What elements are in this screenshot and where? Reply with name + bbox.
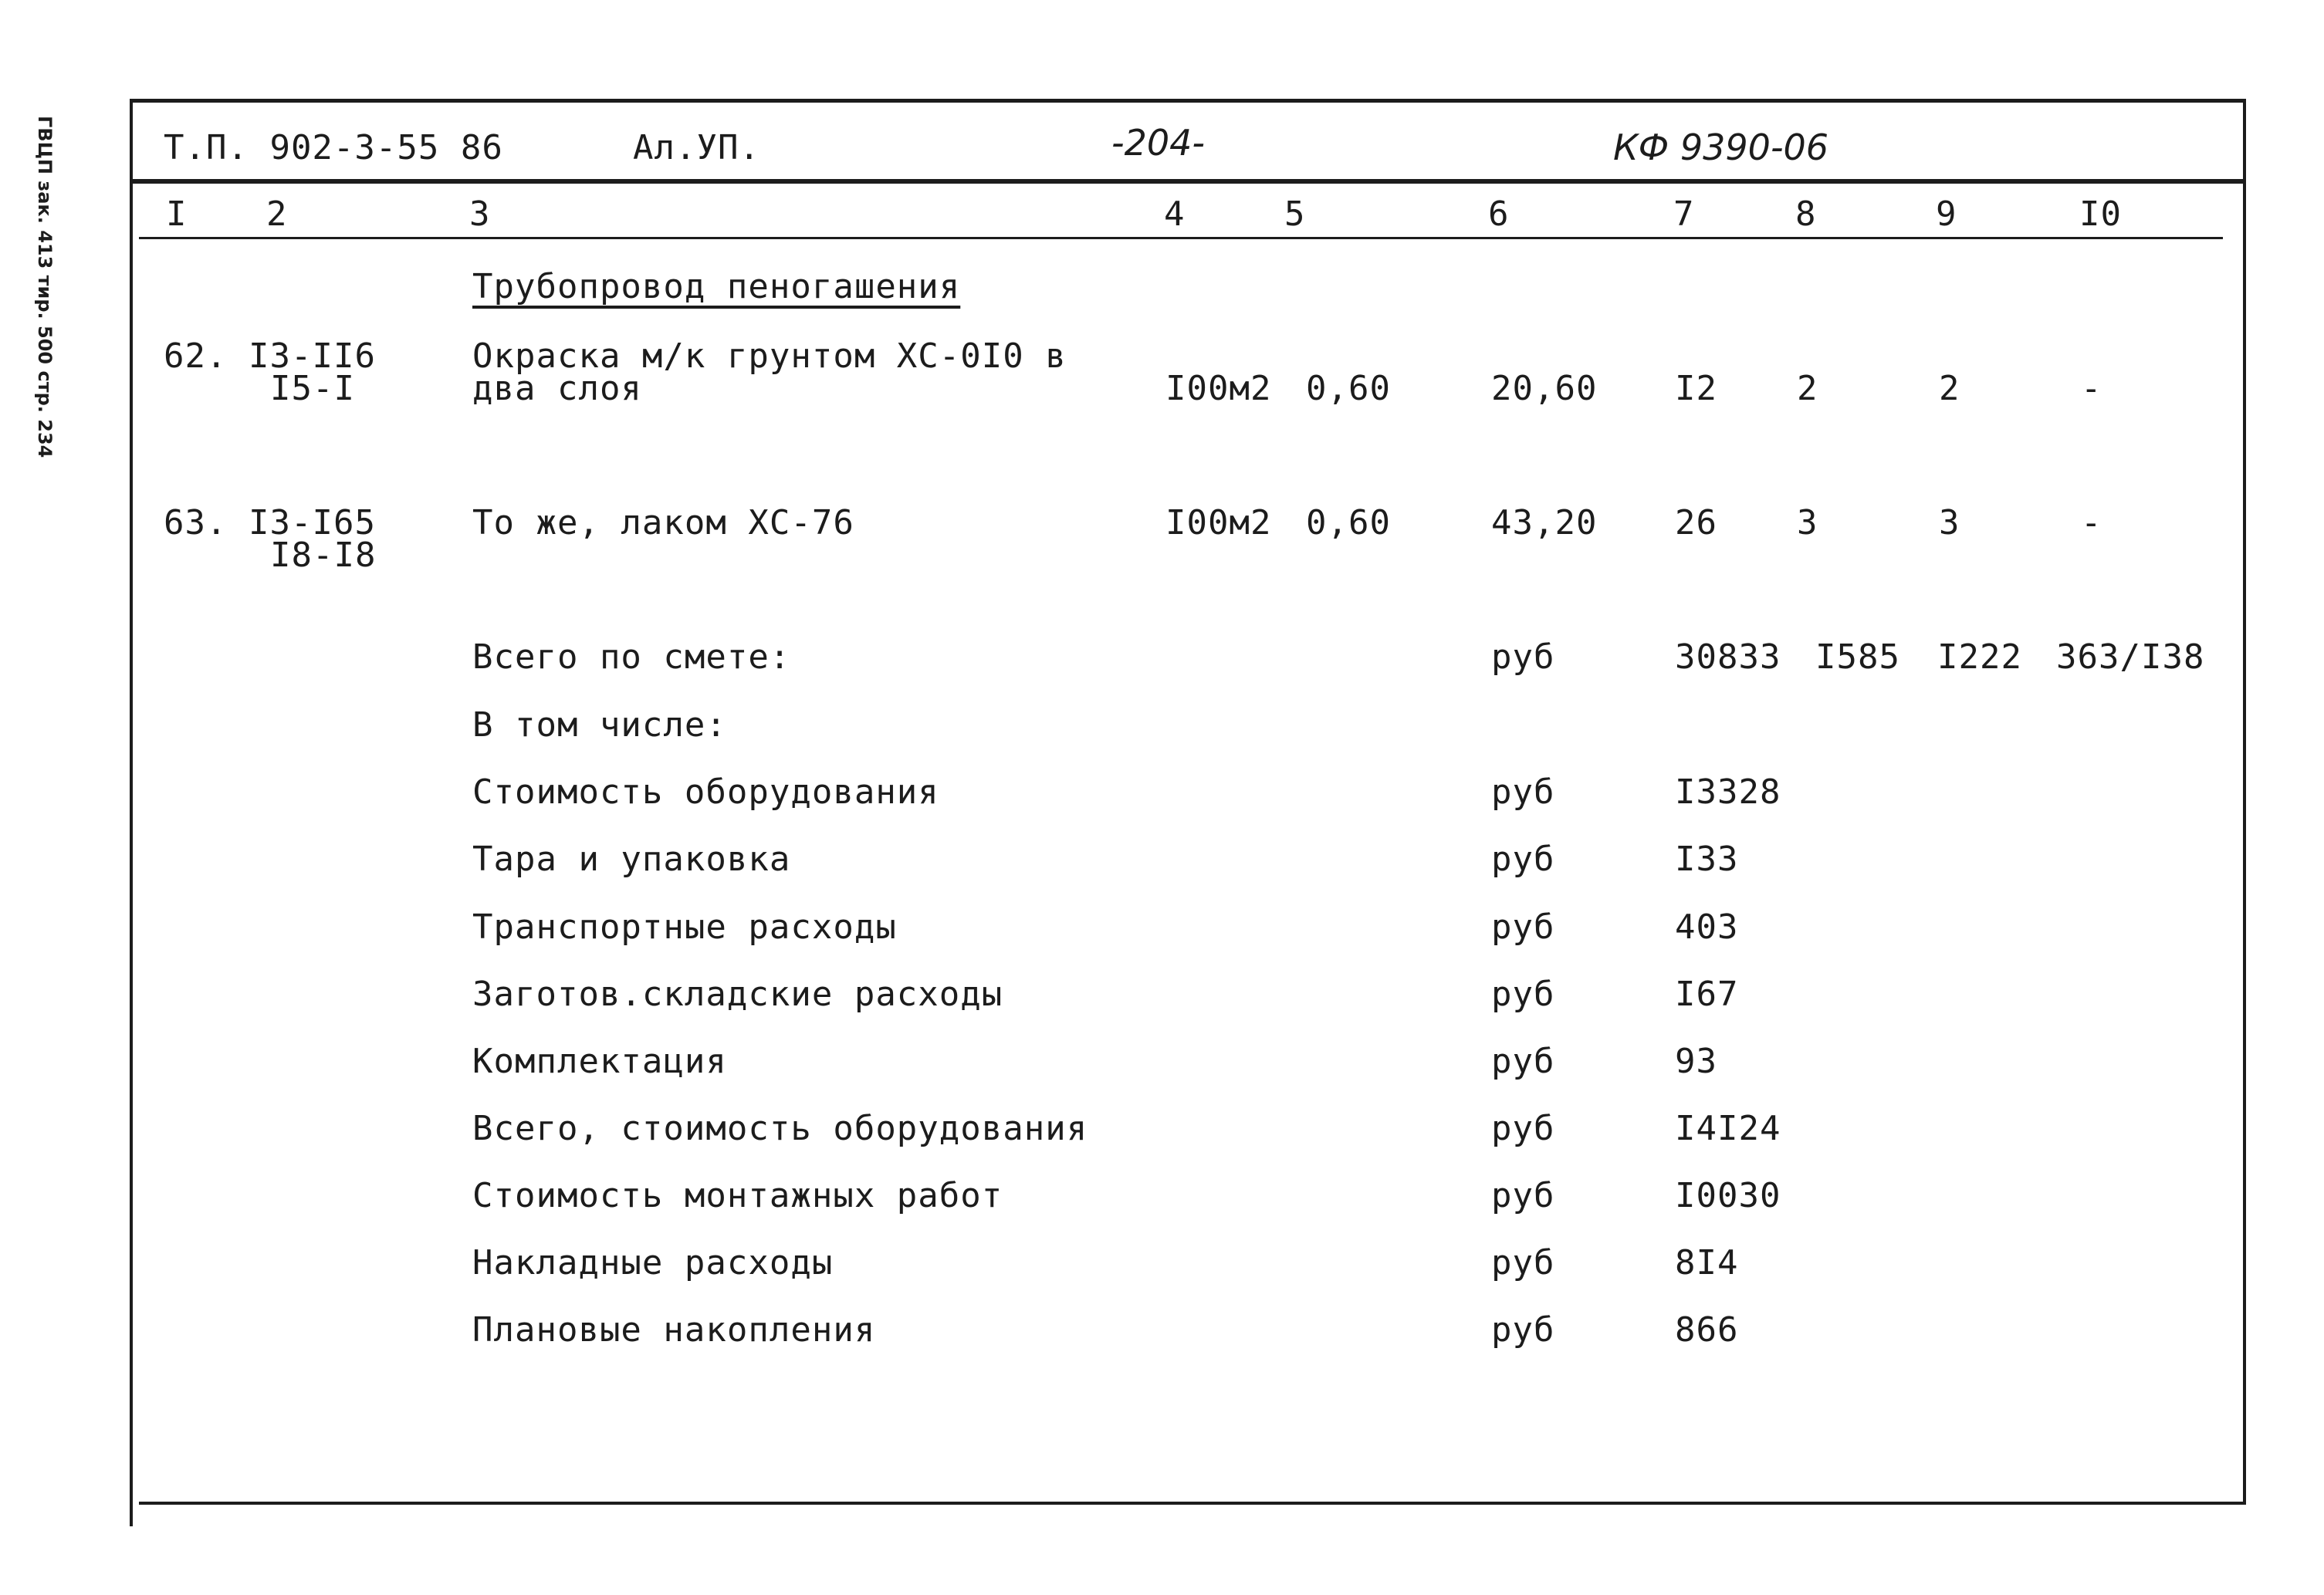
totals-label: Всего по смете: <box>472 637 791 677</box>
rate-code: I5-I <box>270 369 355 408</box>
summary-value: I3328 <box>1675 772 1781 812</box>
summary-unit: руб <box>1491 840 1555 879</box>
column-number: 5 <box>1284 194 1306 234</box>
summary-label: Накладные расходы <box>472 1243 834 1282</box>
summary-unit: руб <box>1491 1243 1555 1282</box>
unit-price: 20,60 <box>1491 369 1598 408</box>
rate-code: I3-II6 <box>249 336 376 376</box>
row-number: 63. <box>164 503 228 542</box>
rate-code: I3-I65 <box>249 503 376 542</box>
quantity: 0,60 <box>1306 369 1391 408</box>
summary-label: Стоимость оборудования <box>472 772 939 812</box>
quantity: 0,60 <box>1306 503 1391 542</box>
album-label: Ал.УП. <box>633 128 760 167</box>
column-number: 9 <box>1936 194 1957 234</box>
summary-label: Всего, стоимость оборудования <box>472 1109 1088 1148</box>
column-number: 8 <box>1795 194 1817 234</box>
cost-col10: - <box>2081 369 2102 408</box>
unit: I00м2 <box>1165 503 1272 542</box>
column-number: I <box>166 194 188 234</box>
summary-value: 93 <box>1675 1042 1717 1081</box>
summary-value: I4I24 <box>1675 1109 1781 1148</box>
project-number: Т.П. 902-3-55 86 <box>164 128 503 167</box>
summary-value: I33 <box>1675 840 1739 879</box>
margin-stamp: ГВЦП зак. 413 тир. 500 стр. 234 <box>34 116 56 458</box>
totals-col9: I222 <box>1937 637 2022 677</box>
column-number: 6 <box>1488 194 1510 234</box>
unit-price: 43,20 <box>1491 503 1598 542</box>
page-number: -204- <box>1111 122 1205 164</box>
summary-value: 8I4 <box>1675 1243 1739 1282</box>
cost-col8: 2 <box>1797 369 1818 408</box>
cost-col9: 2 <box>1939 369 1960 408</box>
work-description: Окраска м/к грунтом ХС-0I0 в <box>472 336 1067 376</box>
cost-col7: I2 <box>1675 369 1717 408</box>
totals-unit: руб <box>1491 637 1555 677</box>
summary-unit: руб <box>1491 1042 1555 1081</box>
summary-value: I67 <box>1675 975 1739 1014</box>
column-number: I0 <box>2079 194 2122 234</box>
cost-col7: 26 <box>1675 503 1717 542</box>
summary-unit: руб <box>1491 1176 1555 1215</box>
column-number: 7 <box>1673 194 1695 234</box>
summary-label: Заготов.складские расходы <box>472 975 1003 1014</box>
summary-value: 866 <box>1675 1310 1739 1350</box>
summary-label: Транспортные расходы <box>472 907 897 947</box>
summary-unit: руб <box>1491 907 1555 947</box>
work-description: То же, лаком ХС-76 <box>472 503 854 542</box>
cost-col8: 3 <box>1797 503 1818 542</box>
document-code: КФ 9390-06 <box>1613 127 1829 168</box>
summary-label: Комплектация <box>472 1042 727 1081</box>
rate-code: I8-I8 <box>270 536 377 575</box>
summary-value: I0030 <box>1675 1176 1781 1215</box>
summary-value: 403 <box>1675 907 1739 947</box>
summary-unit: руб <box>1491 1310 1555 1350</box>
cost-col10: - <box>2081 503 2102 542</box>
summary-label: Плановые накопления <box>472 1310 876 1350</box>
totals-col8: I585 <box>1815 637 1900 677</box>
row-number: 62. <box>164 336 228 376</box>
summary-label: Стоимость монтажных работ <box>472 1176 1003 1215</box>
summary-unit: руб <box>1491 975 1555 1014</box>
column-number: 3 <box>469 194 491 234</box>
totals-col7: 30833 <box>1675 637 1781 677</box>
summary-unit: руб <box>1491 772 1555 812</box>
including-label: В том числе: <box>472 705 727 745</box>
summary-label: Тара и упаковка <box>472 840 791 879</box>
summary-unit: руб <box>1491 1109 1555 1148</box>
totals-col10: 363/I38 <box>2056 637 2205 677</box>
column-number: 2 <box>266 194 288 234</box>
work-description: два слоя <box>472 369 642 408</box>
column-number: 4 <box>1164 194 1186 234</box>
section-title: Трубопровод пеногашения <box>472 267 961 306</box>
cost-col9: 3 <box>1939 503 1960 542</box>
unit: I00м2 <box>1165 369 1272 408</box>
